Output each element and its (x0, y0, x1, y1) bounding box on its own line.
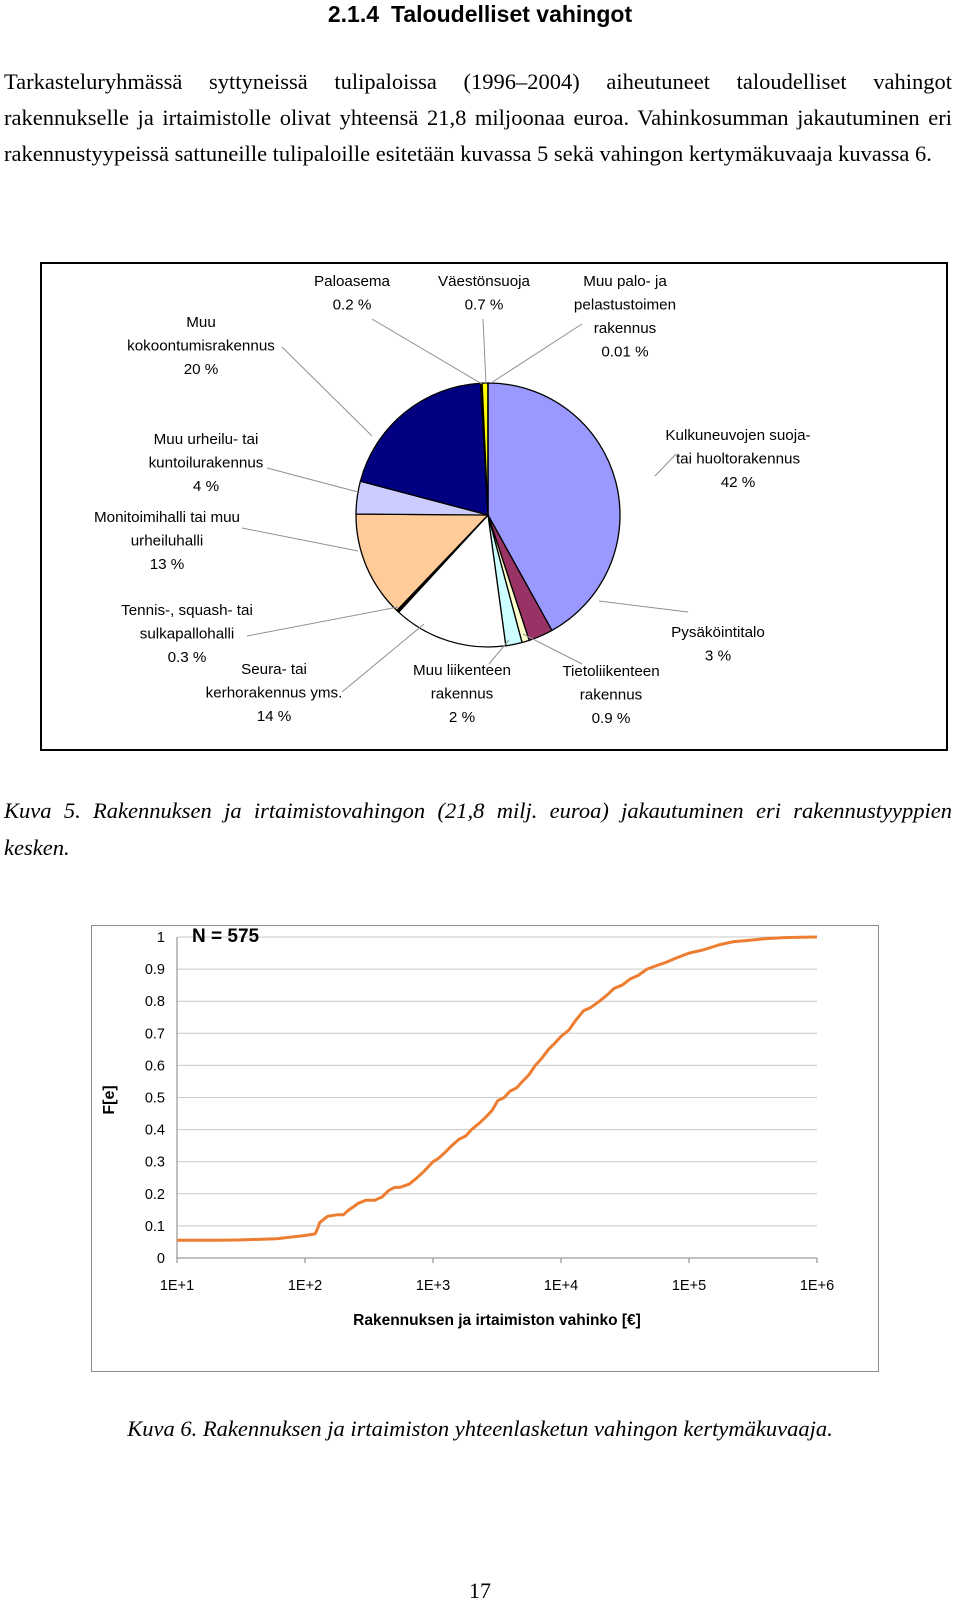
figure6-caption: Kuva 6. Rakennuksen ja irtaimiston yhteenlasketun vahingon kertymäkuvaaja. (127, 1416, 833, 1441)
x-tick-label: 1E+3 (415, 1278, 451, 1294)
y-tick-label: 0.5 (144, 1090, 165, 1107)
pie-label-pysakointitalo: Pysäköintitalo 3 % (671, 624, 765, 665)
section-heading (0, 0, 960, 28)
cumulative-chart (92, 926, 878, 1371)
y-tick-label: 0.2 (144, 1186, 165, 1203)
leader-line-tennis (247, 607, 398, 636)
x-tick-label: 1E+2 (287, 1278, 323, 1294)
pie-label-muu-liikenne: Muu liikenteen rakennus 2 % (413, 662, 511, 726)
cdf-line (177, 937, 817, 1240)
y-tick-label: 1 (156, 930, 165, 946)
leader-line-vaestonsuoja (483, 319, 486, 384)
pie-chart-figure (40, 262, 948, 751)
leader-line-muu-palo (491, 324, 582, 383)
leader-line-seura (342, 624, 424, 692)
pie-label-paloasema: Paloasema 0.2 % (314, 273, 390, 314)
pie-label-tennis: Tennis-, squash- tai sulkapallohalli 0.3 % (121, 602, 253, 666)
y-tick-label: 0 (156, 1251, 165, 1267)
y-tick-label: 0.1 (144, 1218, 165, 1235)
leader-line-kulkuneuvo (655, 454, 676, 476)
x-tick-label: 1E+1 (159, 1278, 195, 1294)
y-tick-label: 0.4 (144, 1122, 165, 1139)
pie-label-seura: Seura- tai kerhorakennus yms. 14 % (205, 661, 343, 725)
y-tick-label: 0.7 (144, 1026, 165, 1043)
y-tick-label: 0.9 (144, 962, 165, 979)
x-tick-label: 1E+4 (543, 1278, 579, 1294)
leader-line-muu-urheilu (267, 468, 358, 492)
line-chart-figure (91, 925, 879, 1372)
x-tick-label: 1E+5 (671, 1278, 707, 1294)
figure5-caption: Kuva 5. Rakennuksen ja irtaimistovahingon (21,8 milj. euroa) jakautuminen eri rakennustyyppien kesken. (4, 798, 952, 860)
pie-label-muu-urheilu: Muu urheilu- tai kuntoilurakennus 4 % (148, 431, 264, 495)
leader-line-monitoimihalli (242, 528, 358, 551)
pie-label-monitoimihalli: Monitoimihalli tai muu urheiluhalli 13 % (93, 509, 241, 573)
leader-line-paloasema (372, 319, 482, 384)
y-axis-title: F[e] (101, 1085, 118, 1115)
x-tick-label: 1E+6 (799, 1278, 835, 1294)
pie-label-muu-palo: Muu palo- ja pelastustoimen rakennus 0.01 % (573, 273, 677, 361)
pie-label-muu-kokoontumis: Muu kokoontumisrakennus 20 % (127, 314, 275, 378)
pie-label-vaestonsuoja: Väestönsuoja 0.7 % (437, 273, 531, 314)
section-number: 2.1.4 (327, 1, 380, 27)
n-annotation: N = 575 (192, 926, 260, 947)
leader-line-tietoliikenne (523, 634, 582, 664)
x-axis-title: Rakennuksen ja irtaimiston vahinko [€] (353, 1312, 641, 1329)
body-paragraph: Tarkasteluryhmässä syttyneissä tulipaloissa (1996–2004) aiheutuneet taloudelliset vahingot rakennukselle ja irtaimistolle olivat yhteensä 21,8 miljoonaa euroa. Vahinkosumman jakautuminen eri rakennustyypeissä sattuneille tulipaloille esitetään kuvassa 5 sekä vahingon kertymäkuvaaja kuvassa 6. (4, 69, 952, 166)
y-tick-label: 0.6 (144, 1058, 165, 1075)
leader-line-muu-kokoontumis (282, 347, 372, 436)
page-number: 17 (469, 1578, 491, 1603)
section-title: Taloudelliset vahingot (391, 1, 633, 27)
pie-chart (42, 264, 946, 749)
y-tick-label: 0.8 (144, 994, 165, 1011)
y-tick-label: 0.3 (144, 1154, 165, 1171)
pie-label-kulkuneuvo: Kulkuneuvojen suoja-tai huoltorakennus 42 % (665, 427, 811, 491)
pie-label-tietoliikenne: Tietoliikenteen rakennus 0.9 % (562, 663, 660, 727)
leader-line-pysakointitalo (599, 601, 688, 612)
